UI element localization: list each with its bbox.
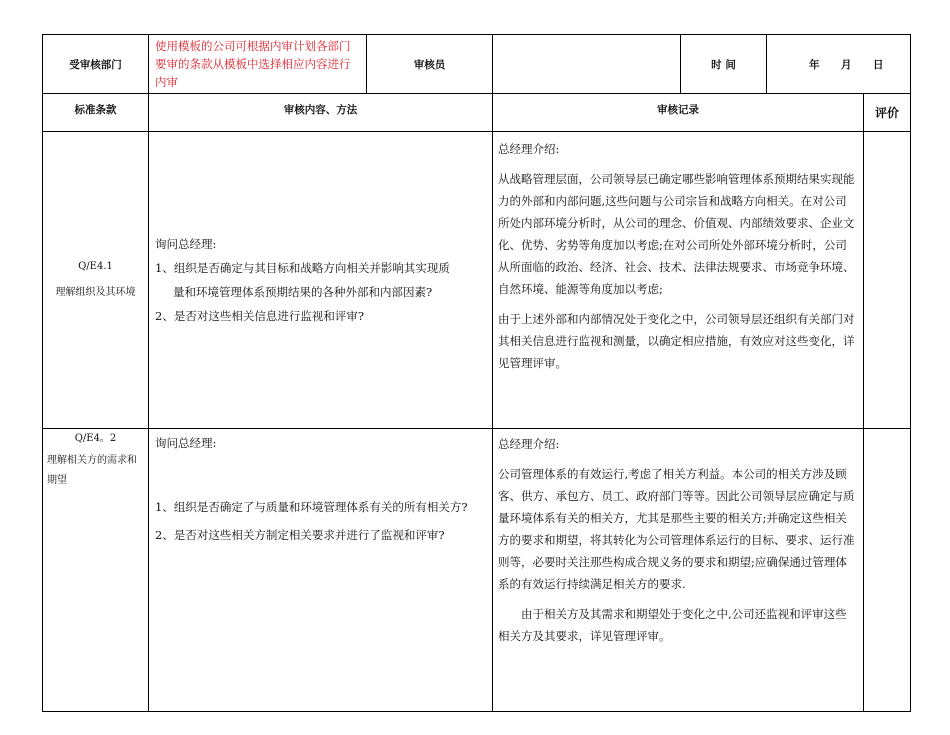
content-intro: 询问总经理: xyxy=(155,436,217,450)
date-month-label: 月 xyxy=(841,59,852,71)
dept-label: 受审核部门 xyxy=(43,35,149,94)
date-day-label: 日 xyxy=(873,59,884,71)
clause-code: Q/E4.1 xyxy=(78,261,113,272)
table-row xyxy=(43,429,911,712)
record-intro: 总经理介绍: xyxy=(498,142,560,156)
record-paragraph: 由于相关方及其需求和期望处于变化之中,公司还监视和评审这些相关方及其要求，详见管理评审。 xyxy=(498,607,847,643)
content-cell xyxy=(149,429,493,712)
content-cell xyxy=(149,132,493,429)
record-paragraph: 公司管理体系的有效运行,考虑了相关方利益。本公司的相关方涉及顾客、供方、承包方、员工、政府部门等等。因此公司领导层应确定与质量环境体系有关的相关方，尤其是那些主要的相关方;并确定这些相关方的要求和期望，将其转化为公司管理体系运行的目标、要求、运行准则等，必要时关注那些构成合规义务的要求和期望;应确保通过管理体系的有效运行持续满足相关方的要求. xyxy=(498,467,855,591)
record-cell xyxy=(493,132,864,429)
rating-cell[interactable] xyxy=(864,429,911,712)
clause-name: 理解相关方的需求和期望 xyxy=(47,455,137,486)
content-question: 2、是否对这些相关方制定相关要求并进行了监视和评审? xyxy=(155,528,445,542)
date-field[interactable] xyxy=(767,35,911,94)
col-clause: 标准条款 xyxy=(43,94,149,132)
audit-checklist-table xyxy=(42,34,911,712)
content-question: 2、是否对这些相关信息进行监视和评审? xyxy=(155,309,364,323)
col-record: 审核记录 xyxy=(493,94,864,132)
record-intro: 总经理介绍: xyxy=(498,437,560,451)
col-content: 审核内容、方法 xyxy=(149,94,493,132)
header-row xyxy=(43,35,911,94)
record-cell xyxy=(493,429,864,712)
table-row xyxy=(43,132,911,429)
auditor-label: 审核员 xyxy=(367,35,493,94)
content-question: 量和环境管理体系预期结果的各种外部和内部因素? xyxy=(173,285,433,299)
clause-name: 理解组织及其环境 xyxy=(55,287,136,298)
clause-code: Q/E4。2 xyxy=(74,433,117,444)
clause-cell xyxy=(43,429,149,712)
clause-cell xyxy=(43,132,149,429)
column-header-row xyxy=(43,94,911,132)
rating-cell[interactable] xyxy=(864,132,911,429)
record-paragraph: 由于上述外部和内部情况处于变化之中，公司领导层还组织有关部门对其相关信息进行监视和测量，以确定相应措施，有效应对这些变化，详见管理评审。 xyxy=(498,312,855,370)
time-label: 时 间 xyxy=(681,35,767,94)
dept-note[interactable]: 使用模板的公司可根据内审计划各部门要审的条款从模板中选择相应内容进行内审 xyxy=(149,35,367,94)
record-paragraph: 从战略管理层面，公司领导层已确定哪些影响管理体系预期结果实现能力的外部和内部问题,这些问题与公司宗旨和战略方向相关。在对公司所处内部环境分析时，从公司的理念、价值观、内部绩效要求、企业文化、优势、劣势等角度加以考虑;在对公司所处外部环境分析时，公司从所面临的政治、经济、社会、技术、法律法规要求、市场竞争环境、自然环境、能源等角度加以考虑; xyxy=(498,172,855,296)
content-question: 1、组织是否确定了与质量和环境管理体系有关的所有相关方? xyxy=(155,500,468,514)
col-rating: 评价 xyxy=(864,94,911,132)
auditor-field[interactable] xyxy=(493,35,681,94)
date-year-label: 年 xyxy=(809,59,820,71)
content-question: 1、组织是否确定与其目标和战略方向相关并影响其实现质 xyxy=(155,261,450,275)
content-intro: 询问总经理: xyxy=(155,237,217,251)
